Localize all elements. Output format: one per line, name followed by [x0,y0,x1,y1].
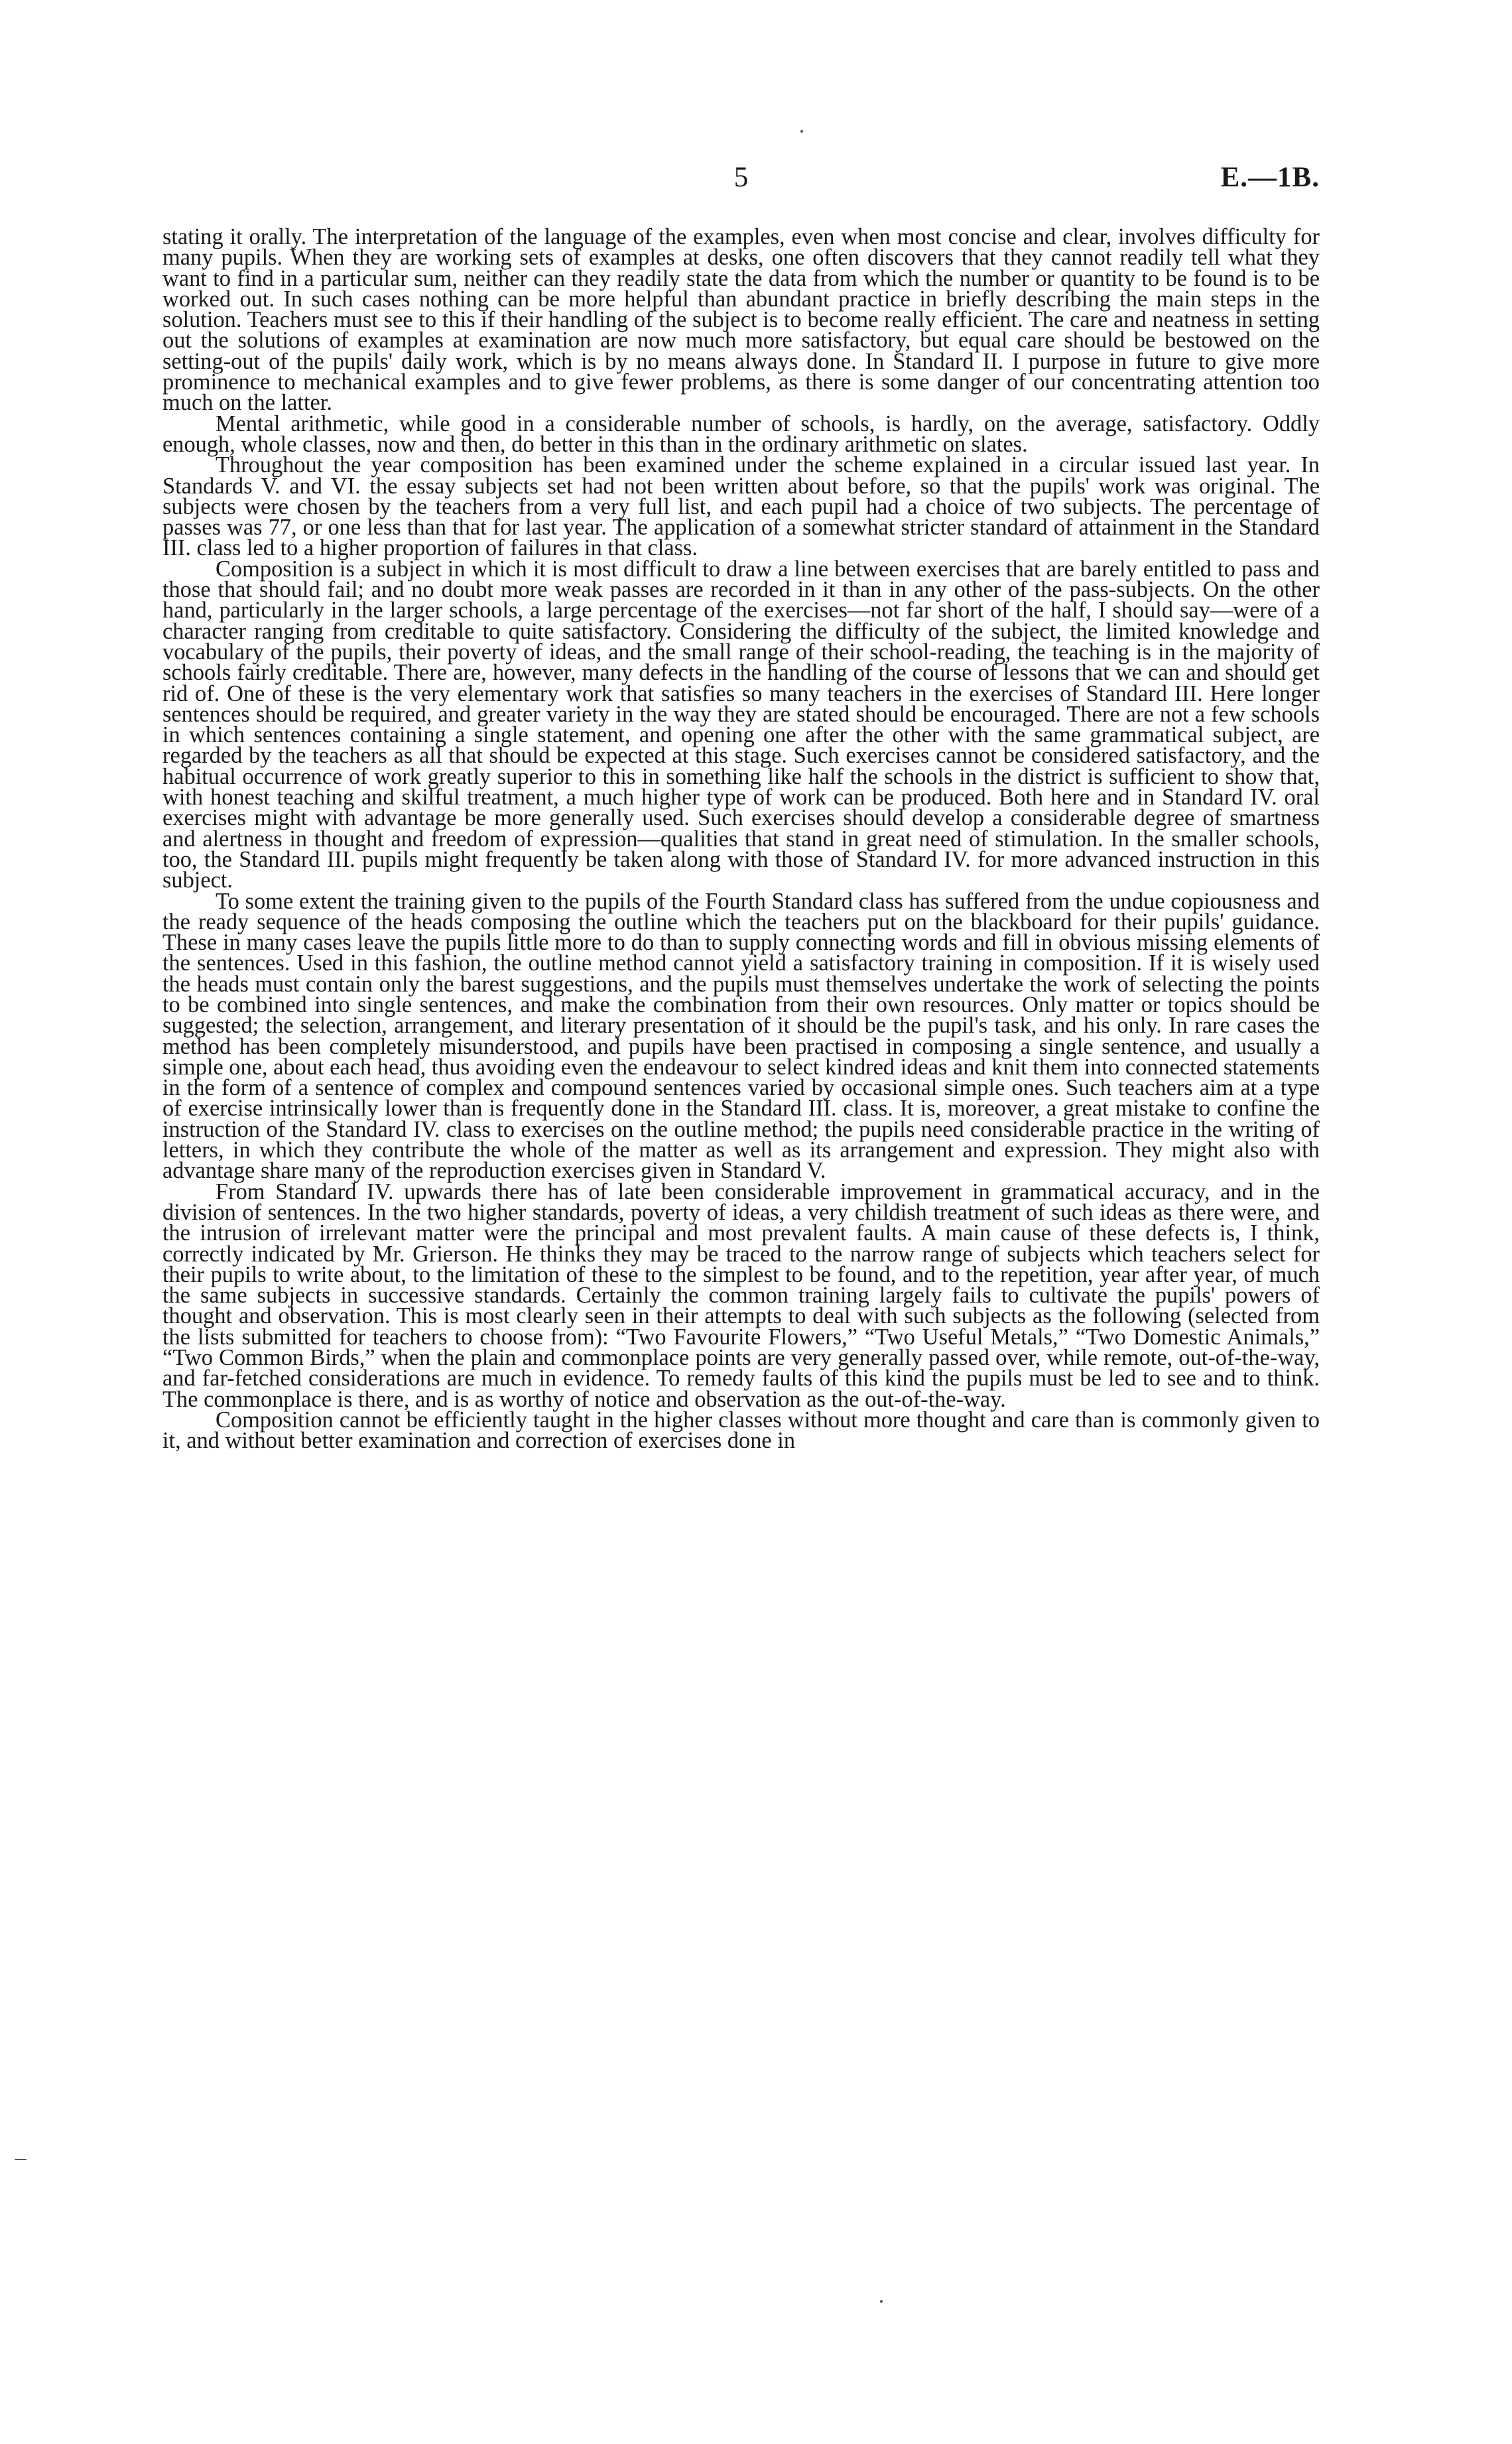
margin-mark [15,2159,27,2160]
paragraph-mental-arithmetic: Mental arithmetic, while good in a considerable number of schools, is hardly, on the average, satisfactory. Oddly enough, whole classes, now and then, do better in this than in the ordinary arithmetic on slates. [162,411,1320,457]
paragraph-higher-standards: From Standard IV. upwards there has of late been considerable improvement in grammatical accuracy, and in the division of sentences. In the two higher standards, poverty of ideas, a very childish treatment of such ideas as there were, and the intrusion of irrelevant matter were the principal and most prevalent faults. A main cause of these defects is, I think, correctly indicated by Mr. Grierson. He thinks they may be traced to the narrow range of subjects which teachers select for their pupils to write about, to the limitation of these to the simplest to be found, and to the repetition, year after year, of much the same subjects in successive standards. Certainly the common training largely fails to cultivate the pupils' powers of thought and observation. This is most clearly seen in their attempts to deal with such subjects as the following (selected from the lists submitted for teachers to choose from): “Two Favourite Flowers,” “Two Useful Metals,” “Two Domestic Animals,” “Two Common Birds,” when the plain and commonplace points are very generally passed over, while remote, out-of-the-way, and far-fetched considerations are much in evidence. To remedy faults of this kind the pupils must be led to see and to think. The commonplace is there, and is as worthy of notice and observation as the out-of-the-way. [162,1179,1320,1412]
printing-speck [880,2300,883,2303]
document-reference: E.—1B. [1220,162,1320,193]
body-text [162,224,1320,1454]
page-header [162,158,1320,198]
paragraph-composition-scheme: Throughout the year composition has been examined under the scheme explained in a circular issued last year. In Standards V. and VI. the essay subjects set had not been written about before, so that the pupils' work was original. The subjects were chosen by the teachers from a very full list, and each pupil had a choice of two subjects. The percentage of passes was 77, or one less than that for last year. The application of a somewhat stricter standard of attainment in the Standard III. class led to a higher proportion of failures in that class. [162,452,1320,561]
paragraph-composition-teaching: Composition cannot be efficiently taught in the higher classes without more thought and care than is commonly given to it, and without better examination and correction of exercises done in [162,1407,1320,1454]
paragraph-fourth-standard-training: To some extent the training given to the pupils of the Fourth Standard class has suffered from the undue copiousness and the ready sequence of the heads composing the outline which the teachers put on the blackboard for their pupils' guidance. These in many cases leave the pupils little more to do than to supply connecting words and fill in obvious missing elements of the sentences. Used in this fashion, the outline method cannot yield a satisfactory training in composition. If it is wisely used the heads must contain only the barest suggestions, and the pupils must themselves undertake the work of selecting the points to be combined into single sentences, and make the combination from their own resources. Only matter or topics should be suggested; the selection, arrangement, and literary presentation of it should be the pupil's task, and his only. In rare cases the method has been completely misunderstood, and pupils have been practised in composing a single sentence, and usually a simple one, about each head, thus avoiding even the endeavour to select kindred ideas and knit them into connected statements in the form of a sentence of complex and compound sentences varied by occasional simple ones. Such teachers aim at a type of exercise intrinsically lower than is frequently done in the Standard III. class. It is, moreover, a great mistake to confine the instruction of the Standard IV. class to exercises on the outline method; the pupils need considerable practice in the writing of letters, in which they contribute the whole of the matter as well as its arrangement and expression. They might also with advantage share many of the reproduction exercises given in Standard V. [162,888,1320,1184]
paragraph-arithmetic-continuation: stating it orally. The interpretation of the language of the examples, even when most concise and clear, involves difficulty for many pupils. When they are working sets of examples at desks, one often discovers that they cannot readily tell what they want to find in a particular sum, neither can they readily state the data from which the number or quantity to be found is to be worked out. In such cases nothing can be more helpful than abundant practice in briefly describing the main steps in the solution. Teachers must see to this if their handling of the subject is to become really efficient. The care and neatness in setting out the solutions of examples at examination are now much more satisfactory, but equal care should be bestowed on the setting-out of the pupils' daily work, which is by no means always done. In Standard II. I purpose in future to give more prominence to mechanical examples and to give fewer problems, as there is some danger of our concentrating attention too much on the latter. [162,224,1320,416]
paragraph-composition-difficulty: Composition is a subject in which it is most difficult to draw a line between exercises that are barely entitled to pass and those that should fail; and no doubt more weak passes are recorded in it than in any other of the pass-subjects. On the other hand, particularly in the larger schools, a large percentage of the exercises—not far short of the half, I should say—were of a character ranging from creditable to quite satisfactory. Considering the difficulty of the subject, the limited knowledge and vocabulary of the pupils, their poverty of ideas, and the small range of their school-reading, the teaching is in the majority of schools fairly creditable. There are, however, many defects in the handling of the course of lessons that we can and should get rid of. One of these is the very elementary work that satisfies so many teachers in the exercises of Standard III. Here longer sentences should be required, and greater variety in the way they are stated should be encouraged. There are not a few schools in which sentences containing a single statement, and opening one after the other with the same grammatical subject, are regarded by the teachers as all that should be expected at this stage. Such exercises cannot be considered satisfactory, and the habitual occurrence of work greatly superior to this in something like half the schools in the district is sufficient to show that, with honest teaching and skilful treatment, a much higher type of work can be produced. Both here and in Standard IV. oral exercises might with advantage be more generally used. Such exercises should develop a considerable degree of smartness and alertness in thought and freedom of expression—qualities that stand in great need of stimulation. In the smaller schools, too, the Standard III. pupils might frequently be taken along with those of Standard IV. for more advanced instruction in this subject. [162,556,1320,893]
page-number: 5 [733,162,749,193]
printing-speck [800,130,803,133]
